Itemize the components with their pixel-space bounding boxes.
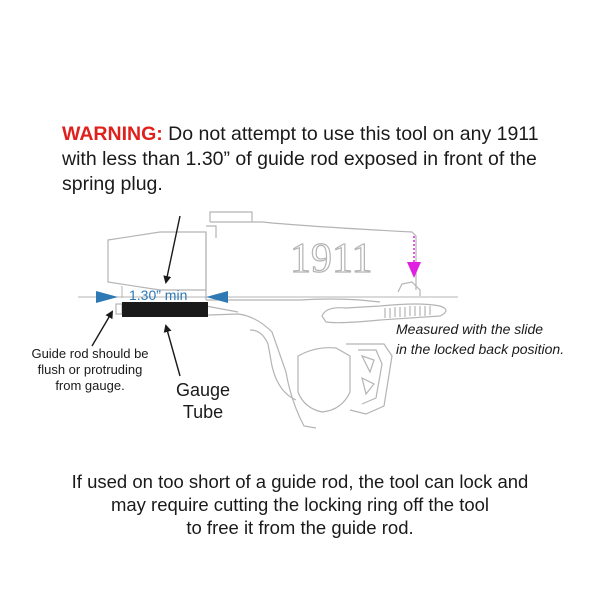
footer-line2: may require cutting the locking ring off the tool — [110, 494, 490, 515]
slide-position-arrow — [407, 236, 421, 278]
measure-label: 1.30” min — [129, 287, 188, 303]
measure-arrow-left — [96, 291, 118, 303]
guide-rod — [116, 304, 122, 314]
guide-note-line3: from gauge. — [55, 378, 125, 393]
measure-arrow-right — [206, 291, 228, 303]
model-text: 1911 — [290, 236, 373, 282]
guide-note-line2: flush or protruding — [37, 362, 143, 377]
warning-body: Do not attempt to use this tool on any 1911 with less than 1.30” of guide rod exposed in front of the spring plug. — [62, 123, 539, 195]
gauge-label-line1: Gauge — [175, 380, 231, 400]
guide-note-line1: Guide rod should be — [31, 346, 149, 361]
footer-line1: If used on too short of a guide rod, the tool can lock and — [71, 471, 529, 492]
gauge-label-line2: Tube — [182, 402, 224, 422]
gauge-tube — [122, 302, 208, 317]
footer-line3: to free it from the guide rod. — [186, 517, 414, 538]
gauge-tool-head — [108, 232, 206, 290]
measured-note-line2: in the locked back position. — [396, 341, 565, 357]
footer-note — [30, 470, 570, 539]
warning-label: WARNING: — [62, 123, 163, 145]
measured-note-line1: Measured with the slide — [396, 321, 544, 337]
